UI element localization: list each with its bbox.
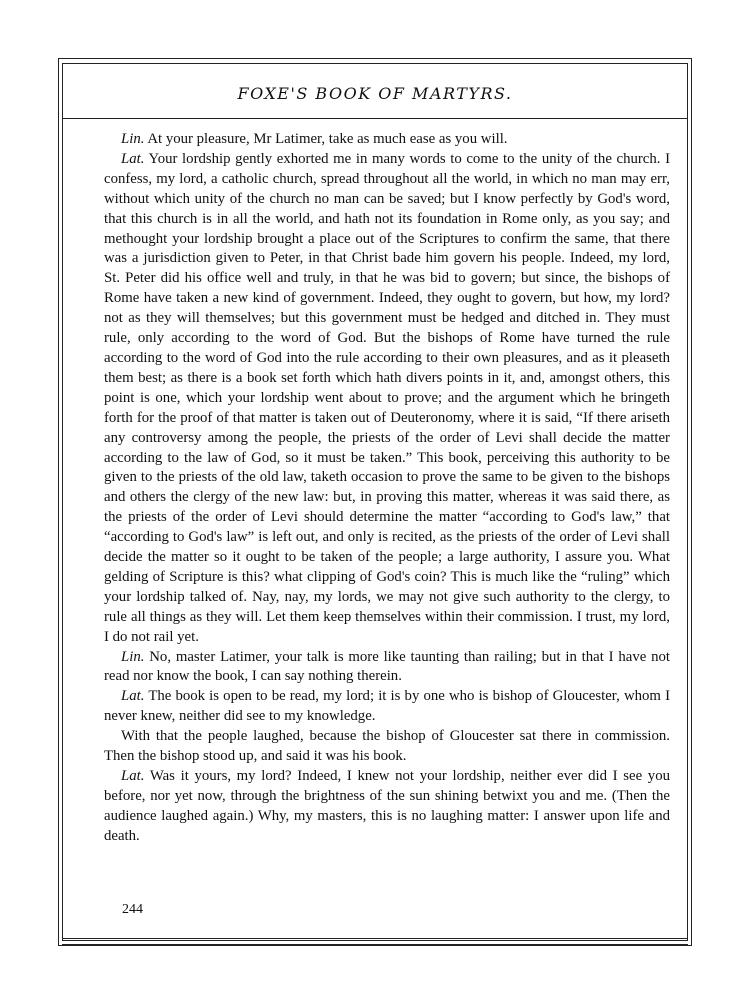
paragraph-text: Your lordship gently exhorted me in many words to come to the unity of the church. I confess, my lord, a catholic church, spread throughout all the world, in which no man may err, without which unity of the church no man can be saved; but I know perfectly by God's word, that this church is in all the world, and hath not its foundation in Rome only, as you say; and methought your lordship brought a place out of the Scriptures to confirm the same, that there was a jurisdiction given to Peter, in that Christ bade him govern his people. Indeed, my lord, St. Peter did his office well and truly, in that he was bid to govern; but since, the bishops of Rome have taken a new kind of government. Indeed, they ought to govern, but how, my lord? not as they will themselves; but this government must be hedged and ditched in. They must rule, only according to the word of God. But the bishops of Rome have turned the rule according to the word of God into the rule according to their own pleasures, and as it pleaseth them best; as there is a book set forth which hath divers points in it, and, amongst others, this point is one, which your lordship went about to prove; and the argument which he bringeth forth for the proof of that matter is taken out of Deuteronomy, where it is said, “If there ariseth any controversy among the people, the priests of the order of Levi shall decide the matter according to the law of God, so it must be taken.” This book, perceiving this authority to be given to the priests of the old law, taketh occasion to prove the same to be given to the bishops and others the clergy of the new law: but, in proving this matter, whereas it was said there, as the priests of the order of Levi should determine the matter “according to God's law,” that “according to God's law” is left out, and only is recited, as the priests of the order of Levi shall decide the matter so it ought to be taken of the people; a large authority, I assure you. What gelding of Scripture is this? what clipping of God's coin? This is much like the “ruling” which your lordship talked of. Nay, nay, my lords, we may not give such authority to the clergy, to rule all things as they will. Let them keep themselves within their commission. I trust, my lord, I do not rail yet. xyxy=(104,150,670,645)
paragraph-text: Was it yours, my lord? Indeed, I knew not your lordship, neither ever did I see you before, nor yet now, through the brightness of the sun shining betwixt you and me. (Then the audience laughed again.) Why, my masters, this is no laughing matter: I answer upon life and death. xyxy=(104,768,670,844)
speaker-label: Lin. xyxy=(121,648,145,665)
paragraph-text: The book is open to be read, my lord; it is by one who is bishop of Gloucester, whom I never knew, neither did see to my knowledge. xyxy=(104,688,670,725)
paragraph xyxy=(104,727,670,767)
paragraph-text: At your pleasure, Mr Latimer, take as much ease as you will. xyxy=(144,131,508,147)
speaker-label: Lat. xyxy=(121,768,145,784)
running-header: FOXE'S BOOK OF MARTYRS. xyxy=(237,84,513,103)
paragraph xyxy=(104,648,670,688)
speaker-label: Lat. xyxy=(121,688,145,705)
speaker-label: Lin. xyxy=(121,131,145,147)
paragraph xyxy=(104,130,670,150)
paragraph xyxy=(104,687,670,727)
page-number: 244 xyxy=(122,902,143,917)
body-text xyxy=(104,130,670,847)
footer-rule xyxy=(62,938,688,939)
paragraph-text: No, master Latimer, your talk is more like taunting than railing; but in that I have not read nor know the book, I can say nothing therein. xyxy=(104,648,670,685)
paragraph xyxy=(104,150,670,648)
header-rule xyxy=(62,118,688,119)
footer-rule-double xyxy=(62,944,688,945)
speaker-label: Lat. xyxy=(121,150,145,167)
paragraph xyxy=(104,767,670,847)
paragraph-text: With that the people laughed, because the bishop of Gloucester sat there in commission. Then the bishop stood up, and said it was his book. xyxy=(104,728,670,765)
